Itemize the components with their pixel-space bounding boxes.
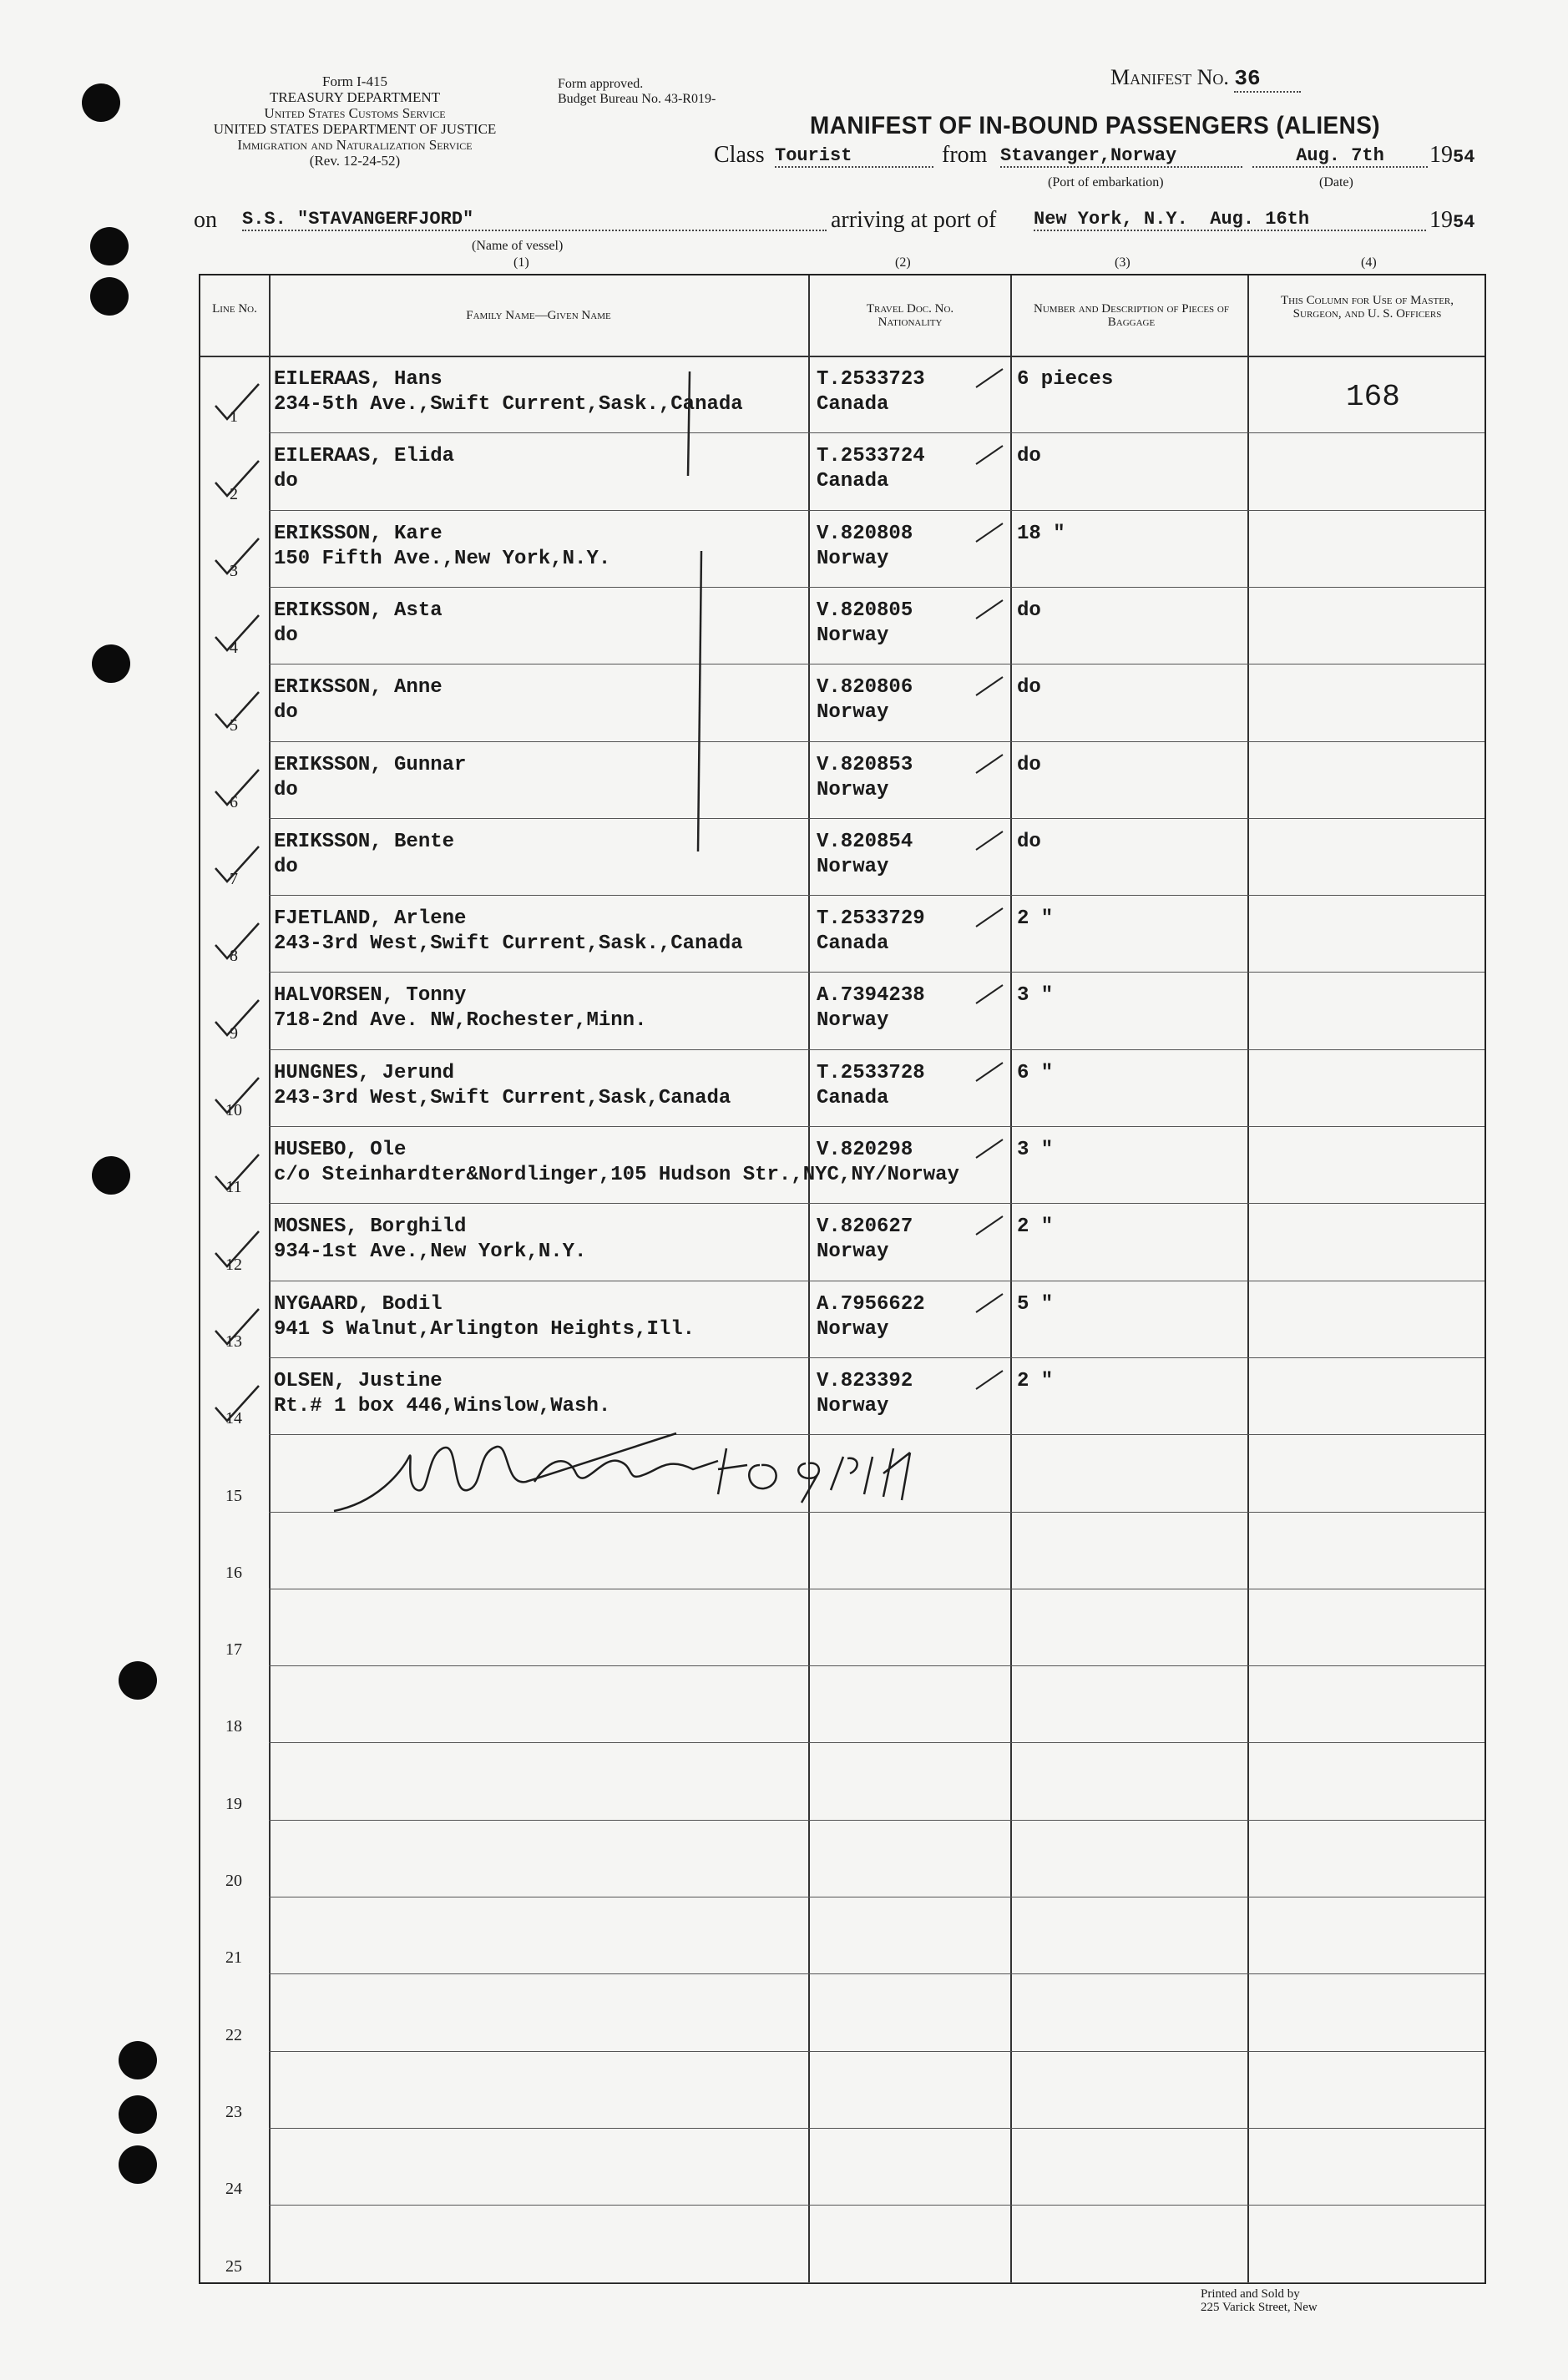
printer-line-1: Printed and Sold by: [1201, 2287, 1300, 2301]
passenger-address: Rt.# 1 box 446,Winslow,Wash.: [274, 1394, 611, 1417]
officer-stamp-number: 168: [1346, 380, 1400, 414]
passenger-name: OLSEN, Justine: [274, 1369, 443, 1392]
col-officers: This Column for Use of Master, Surgeon, and U. S. Officers: [1280, 294, 1454, 321]
port-of-embarkation-label: (Port of embarkation): [1048, 175, 1164, 189]
passenger-name: NYGAARD, Bodil: [274, 1292, 443, 1316]
passenger-name: FJETLAND, Arlene: [274, 907, 467, 931]
passenger-name: EILERAAS, Hans: [274, 368, 443, 391]
line-number: 13: [225, 1331, 242, 1351]
departure-year-value: 54: [1453, 147, 1475, 168]
nationality: Norway: [817, 624, 889, 647]
passenger-address: c/o Steinhardter&Nordlinger,105 Hudson Str.,NYC,NY/Norway: [274, 1164, 959, 1186]
from-label: from: [942, 142, 988, 168]
nationality: Canada: [817, 470, 889, 493]
line-number: 24: [225, 2180, 242, 2199]
col-travel-doc: Travel Doc. No. Nationality: [866, 302, 954, 329]
line-number: 15: [225, 1486, 242, 1505]
baggage-count: 6 ": [1017, 1061, 1054, 1084]
baggage-count: 6 pieces: [1017, 368, 1114, 391]
column-number-2: (2): [895, 255, 911, 270]
passenger-name: HALVORSEN, Tonny: [274, 984, 467, 1008]
passenger-address: do: [274, 470, 298, 493]
travel-doc-number: A.7394238: [817, 984, 925, 1008]
travel-doc-number: T.2533728: [817, 1061, 925, 1084]
bracket-line: [698, 551, 701, 851]
nationality: Canada: [817, 393, 889, 416]
travel-doc-number: V.820806: [817, 676, 913, 700]
customs-service: United States Customs Service: [264, 105, 446, 121]
baggage-count: do: [1017, 830, 1041, 853]
line-number: 11: [225, 1178, 242, 1197]
nationality: Norway: [817, 778, 889, 801]
column-number-1: (1): [513, 255, 529, 270]
baggage-count: 3 ": [1017, 1139, 1054, 1161]
travel-doc-number: A.7956622: [817, 1292, 925, 1316]
passenger-address: 234-5th Ave.,Swift Current,Sask.,Canada: [274, 393, 743, 416]
passenger-name: HUNGNES, Jerund: [274, 1061, 455, 1084]
passenger-address: 941 S Walnut,Arlington Heights,Ill.: [274, 1317, 695, 1341]
baggage-count: do: [1017, 753, 1041, 776]
line-number: 21: [225, 1948, 242, 1968]
col-name: Family Name—Given Name: [466, 309, 611, 322]
class-label: Class: [714, 142, 765, 168]
nationality: Norway: [817, 855, 889, 878]
passenger-address: 934-1st Ave.,New York,N.Y.: [274, 1241, 587, 1264]
baggage-count: do: [1017, 599, 1041, 622]
passenger-name: ERIKSSON, Asta: [274, 599, 443, 622]
nationality: Norway: [817, 701, 889, 725]
nationality: Norway: [817, 1241, 889, 1264]
treasury-department: TREASURY DEPARTMENT: [269, 89, 441, 105]
passenger-name: HUSEBO, Ole: [274, 1139, 407, 1161]
col-line-no: Line No.: [212, 302, 257, 316]
nationality: Canada: [817, 1086, 889, 1109]
travel-doc-number: V.820854: [817, 830, 913, 853]
travel-doc-number: V.820298: [817, 1139, 913, 1161]
arrival-year-value: 54: [1453, 212, 1475, 233]
line-number: 14: [225, 1409, 242, 1428]
arrival-date: Aug. 16th: [1210, 209, 1310, 230]
passenger-address: 718-2nd Ave. NW,Rochester,Minn.: [274, 1009, 647, 1033]
passenger-name: ERIKSSON, Gunnar: [274, 753, 467, 776]
baggage-count: do: [1017, 445, 1041, 468]
line-number: 2: [230, 484, 238, 503]
nationality: Canada: [817, 932, 889, 956]
passenger-address: 150 Fifth Ave.,New York,N.Y.: [274, 547, 611, 570]
line-number: 12: [225, 1255, 242, 1274]
baggage-count: 3 ": [1017, 984, 1054, 1008]
line-number: 3: [230, 561, 238, 580]
date-label: (Date): [1319, 175, 1353, 189]
line-number: 25: [225, 2256, 242, 2276]
form-number: Form I-415: [322, 73, 387, 89]
line-number: 5: [230, 715, 238, 735]
line-number: 20: [225, 1872, 242, 1890]
line-number: 9: [230, 1023, 238, 1043]
immigration-service: Immigration and Naturalization Service: [237, 137, 473, 153]
nationality: Norway: [817, 547, 889, 570]
travel-doc-number: V.820627: [817, 1215, 913, 1239]
line-number: 4: [230, 639, 238, 658]
line-number: 1: [230, 407, 238, 427]
col-baggage: Number and Description of Pieces of Baggage: [1034, 302, 1229, 329]
passenger-address: 243-3rd West,Swift Current,Sask,Canada: [274, 1086, 731, 1109]
baggage-count: 18 ": [1017, 522, 1065, 545]
revision-date: (Rev. 12-24-52): [309, 153, 401, 169]
line-number: 7: [230, 870, 238, 889]
printer-footer: [1201, 2287, 1318, 2314]
travel-doc-number: V.823392: [817, 1369, 913, 1392]
nationality: Norway: [817, 1009, 889, 1033]
on-label: on: [194, 207, 217, 233]
passenger-address: do: [274, 701, 298, 725]
vessel-label: (Name of vessel): [472, 239, 564, 253]
column-number-4: (4): [1361, 255, 1377, 270]
line-number: 17: [225, 1640, 242, 1660]
line-number: 22: [225, 2025, 242, 2044]
line-number: 19: [225, 1794, 242, 1813]
signature-graphic: [326, 1423, 1094, 1515]
line-number: 16: [225, 1563, 242, 1582]
class-value: Tourist: [775, 145, 933, 168]
travel-doc-number: V.820853: [817, 753, 913, 776]
line-number: 18: [225, 1717, 242, 1736]
budget-bureau-no: Budget Bureau No. 43-R019-: [558, 92, 716, 106]
nationality: Norway: [817, 1394, 889, 1417]
line-number: 10: [225, 1101, 242, 1119]
passenger-address: do: [274, 778, 298, 801]
year-prefix: 19: [1429, 142, 1453, 168]
manifest-no-label: Manifest No.: [1110, 65, 1229, 89]
baggage-count: 2 ": [1017, 1369, 1054, 1392]
manifest-no-value: 36: [1234, 66, 1301, 93]
passenger-name: EILERAAS, Elida: [274, 445, 455, 468]
passenger-address: do: [274, 855, 298, 878]
baggage-count: 2 ": [1017, 1215, 1054, 1239]
column-number-3: (3): [1115, 255, 1130, 270]
vessel-name: S.S. "STAVANGERFJORD": [242, 209, 827, 231]
line-number: 6: [230, 792, 238, 811]
passenger-address: do: [274, 624, 298, 647]
port-of-embarkation-value: Stavanger,Norway: [1000, 145, 1242, 168]
page-title: MANIFEST OF IN-BOUND PASSENGERS (ALIENS): [810, 112, 1381, 139]
travel-doc-number: V.820805: [817, 599, 913, 622]
travel-doc-number: T.2533724: [817, 445, 925, 468]
year-prefix: 19: [1429, 207, 1453, 233]
passenger-name: ERIKSSON, Anne: [274, 676, 443, 700]
departure-date-value: Aug. 7th: [1252, 145, 1428, 168]
printer-line-2: 225 Varick Street, New: [1201, 2301, 1318, 2314]
arrival-port: New York, N.Y.: [1034, 209, 1188, 230]
officer-signature: [326, 1423, 1094, 1515]
arriving-label: arriving at port of: [831, 207, 997, 233]
form-approved: Form approved.: [558, 77, 644, 91]
baggage-count: 2 ": [1017, 907, 1054, 931]
baggage-count: do: [1017, 676, 1041, 700]
baggage-count: 5 ": [1017, 1292, 1054, 1316]
passenger-address: 243-3rd West,Swift Current,Sask.,Canada: [274, 932, 743, 956]
line-number: 8: [230, 947, 238, 966]
bracket-line: [688, 371, 690, 476]
nationality: Norway: [817, 1317, 889, 1341]
travel-doc-number: T.2533729: [817, 907, 925, 931]
signature-path: [334, 1433, 910, 1511]
line-number: 23: [225, 2102, 242, 2121]
travel-doc-number: V.820808: [817, 522, 913, 545]
passenger-name: ERIKSSON, Bente: [274, 830, 455, 853]
passenger-name: MOSNES, Borghild: [274, 1215, 467, 1239]
passenger-name: ERIKSSON, Kare: [274, 522, 443, 545]
department-of-justice: UNITED STATES DEPARTMENT OF JUSTICE: [213, 121, 497, 137]
travel-doc-number: T.2533723: [817, 368, 925, 391]
